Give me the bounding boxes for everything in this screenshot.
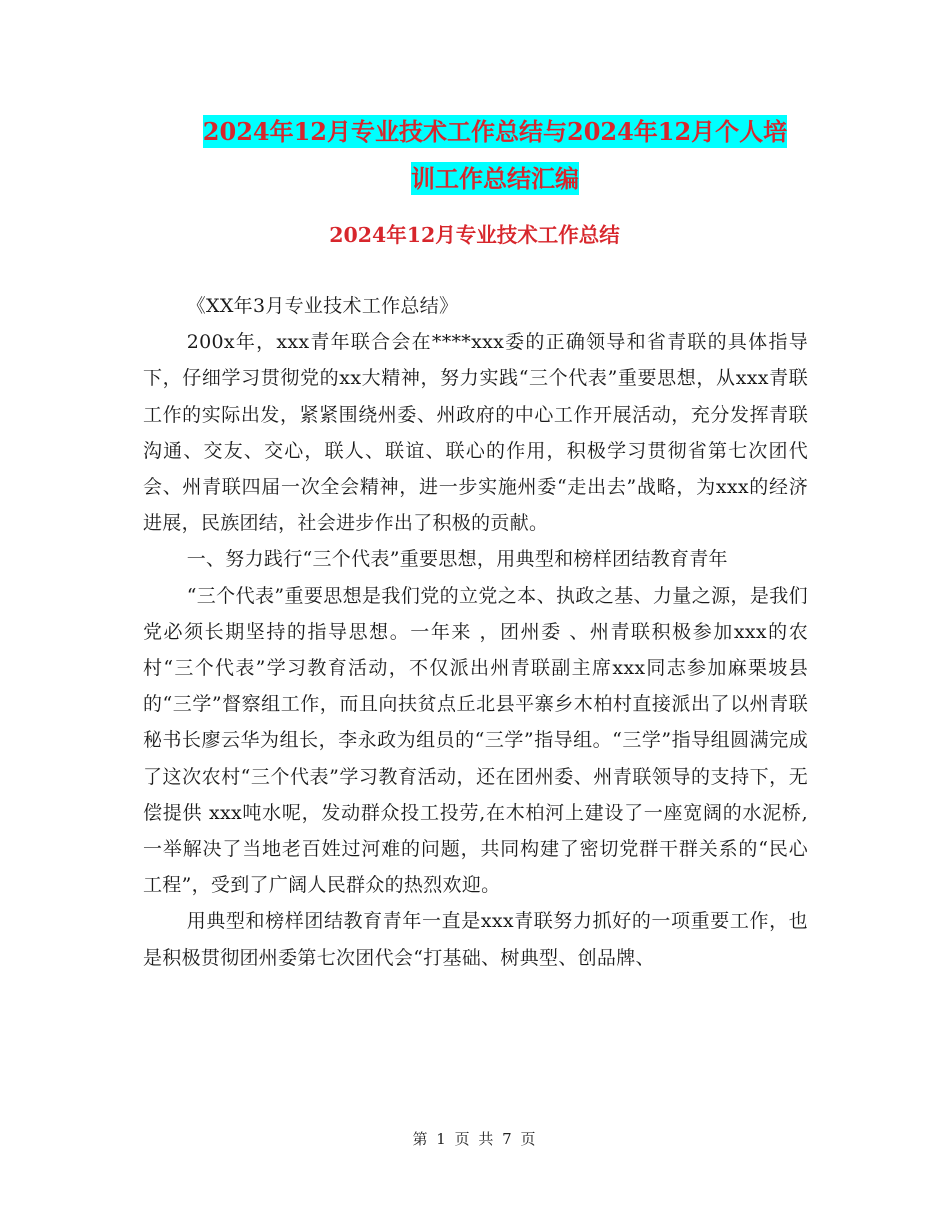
document-title-line-1: 2024年12月专业技术工作总结与2024年12月个人培 xyxy=(202,117,788,146)
paragraph-role-models: 用典型和榜样团结教育青年一直是xxx青联努力抓好的一项重要工作，也是积极贯彻团州委第七次团代会“打基础、树典型、创品牌、 xyxy=(143,910,808,969)
section-heading: 2024年12月专业技术工作总结 xyxy=(329,223,620,247)
document-title xyxy=(150,108,840,202)
document-body xyxy=(143,288,808,976)
paragraph-source-title: 《XX年3月专业技术工作总结》 xyxy=(186,295,459,317)
document-title-line-2: 训工作总结汇编 xyxy=(411,164,579,193)
paragraph-subheading-1: 一、努力践行“三个代表”重要思想，用典型和榜样团结教育青年 xyxy=(186,548,728,571)
page-number-footer: 第 1 页 共 7 页 xyxy=(412,1130,538,1148)
paragraph-intro: 200x年，xxx青年联合会在****xxx委的正确领导和省青联的具体指导下，仔细学习贯彻党的xx大精神，努力实践“三个代表”重要思想，从xxx青联工作的实际出发，紧紧围绕州委、州政府的中心工作开展活动，充分发挥青联沟通、交友、交心，联人、联谊、联心的作用，积极学习贯彻省第七次团代会、州青联四届一次全会精神，进一步实施州委“走出去”战略，为xxx的经济进展，民族团结，社会进步作出了积极的贡献。 xyxy=(143,331,808,535)
paragraph-three-represents: “三个代表”重要思想是我们党的立党之本、执政之基、力量之源，是我们党必须长期坚持的指导思想。一年来 ，团州委 、州青联积极参加xxx的农村“三个代表”学习教育活动，不仅派出州青联副主席xxx同志参加麻栗坡县的“三学”督察组工作，而且向扶贫点丘北县平寨乡木柏村直接派出了以州青联秘书长廖云华为组长，李永政为组员的“三学”指导组。“三学”指导组圆满完成了这次农村“三个代表”学习教育活动，还在团州委、州青联领导的支持下，无偿提供 xxx吨水呢，发动群众投工投劳,在木柏河上建设了一座宽阔的水泥桥,一举解决了当地老百姓过河难的问题，共同构建了密切党群干群关系的“民心工程”，受到了广阔人民群众的热烈欢迎。 xyxy=(143,584,808,897)
